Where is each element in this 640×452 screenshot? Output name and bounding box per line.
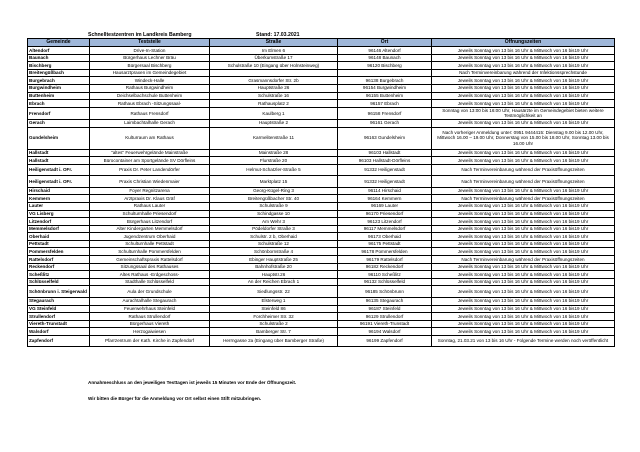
cell-strasse: Bahnhofstraße 20 xyxy=(210,263,338,271)
cell-ort: 96158 Frensdorf xyxy=(338,107,432,119)
cell-gemeinde: Breitengüßbach xyxy=(28,69,90,77)
cell-gemeinde: Frensdorf xyxy=(28,107,90,119)
cell-teststelle: Sitzungssaal des Rathauses xyxy=(90,263,210,271)
table-row xyxy=(28,240,615,248)
cell-strasse: Überkumstraße 17 xyxy=(210,54,338,62)
cell-gemeinde: Hirschaid xyxy=(28,187,90,195)
cell-gemeinde: Baunach xyxy=(28,54,90,62)
table-row xyxy=(28,176,615,188)
cell-oeffnungszeiten: Jeweils Sonntag von 13 bis 16 Uhr & Mittwoch von 16 bis19 Uhr xyxy=(432,210,615,218)
cell-strasse: Herrngasse 2a (Eingang über Bamberger Straße) xyxy=(210,335,338,347)
cell-teststelle: Alter Kindergarten Memmelsdorf xyxy=(90,225,210,233)
table-row xyxy=(28,210,615,218)
cell-ort: 96117 Memmelsdorf xyxy=(338,225,432,233)
cell-gemeinde: Schönbrunn i. Steigerwald xyxy=(28,286,90,298)
cell-ort: 91332 Heiligenstadt xyxy=(338,176,432,188)
table-row xyxy=(28,248,615,256)
cell-oeffnungszeiten: Jeweils Sonntag von 13 bis 16 Uhr & Mittwoch von 16 bis19 Uhr xyxy=(432,77,615,85)
cell-gemeinde: Memmelsdorf xyxy=(28,225,90,233)
cell-oeffnungszeiten: Jeweils Sonntag von 13 bis 16 Uhr & Mittwoch von 16 bis19 Uhr xyxy=(432,320,615,328)
table-row xyxy=(28,107,615,119)
cell-gemeinde: Pommersfelden xyxy=(28,248,90,256)
cell-ort: 96175 Pettstadt xyxy=(338,240,432,248)
note-closing-time: Annahmeschluss an den jeweiligen Testtagen ist jeweils 15 Minuten vor Ende der Öffnungszeit. xyxy=(88,380,297,385)
cell-ort: 96185 Schönbrunn xyxy=(338,286,432,298)
table-row xyxy=(28,271,615,279)
cell-ort: 96103 Hallstadt xyxy=(338,149,432,157)
table-row xyxy=(28,54,615,62)
table-row xyxy=(28,313,615,321)
cell-teststelle: Pfarrzentrum der Kath. Kirche in Zapfendorf xyxy=(90,335,210,347)
cell-gemeinde: Strullendorf xyxy=(28,313,90,321)
cell-teststelle: "altes" Feuerwehrgelände Mainstraße xyxy=(90,149,210,157)
cell-strasse: Mainstraße 28 xyxy=(210,149,338,157)
cell-strasse: Schulstraße 12 xyxy=(210,240,338,248)
cell-oeffnungszeiten: Jeweils Sonntag von 13 bis 16 Uhr & Mittwoch von 16 bis19 Uhr xyxy=(432,100,615,108)
cell-gemeinde: Gerach xyxy=(28,119,90,127)
cell-gemeinde: Lauter xyxy=(28,202,90,210)
cell-strasse: Pödeldorfer Straße 3 xyxy=(210,225,338,233)
cell-teststelle: Bürgerhaus Litzendorf xyxy=(90,218,210,226)
table-row xyxy=(28,286,615,298)
cell-ort: 96173 Oberhaid xyxy=(338,233,432,241)
cell-gemeinde: Bischberg xyxy=(28,62,90,70)
cell-oeffnungszeiten: Nach Terminvereinbarung während der Infektionssprechstunde xyxy=(432,69,615,77)
cell-strasse: Schönbornstraße 4 xyxy=(210,248,338,256)
table-row xyxy=(28,149,615,157)
table-row xyxy=(28,320,615,328)
cell-teststelle: Rathaus Ebrach -Sitzungssaal- xyxy=(90,100,210,108)
cell-ort: 91332 Heiligenstadt xyxy=(338,164,432,176)
cell-strasse: Ebinger Hauptstraße 25 xyxy=(210,256,338,264)
cell-strasse: Marktplatz 15 xyxy=(210,176,338,188)
table-row xyxy=(28,84,615,92)
cell-strasse: Bamberger Str. 7 xyxy=(210,328,338,336)
cell-teststelle: Bürocontainer am Sportgelände SV Dörfleins xyxy=(90,157,210,165)
table-row xyxy=(28,335,615,347)
table-row xyxy=(28,69,615,77)
cell-teststelle: Gemeinschaftspraxis Rattelsdorf xyxy=(90,256,210,264)
cell-teststelle: Bürgerhaus Viereth xyxy=(90,320,210,328)
cell-oeffnungszeiten: Jeweils Sonntag von 13 bis 16 Uhr & Mittwoch von 16 bis19 Uhr xyxy=(432,286,615,298)
cell-ort: 96191 Viereth-Trunstadt xyxy=(338,320,432,328)
table-row xyxy=(28,119,615,127)
table-row xyxy=(28,328,615,336)
cell-ort: 96138 Burgebrach xyxy=(338,77,432,85)
table-row xyxy=(28,263,615,271)
cell-gemeinde: Gundelsheim xyxy=(28,127,90,149)
cell-strasse: Kaulberg 1 xyxy=(210,107,338,119)
cell-strasse: Flurstraße 20 xyxy=(210,157,338,165)
cell-ort: 96199 Zapfendorf xyxy=(338,335,432,347)
cell-ort: 96123 Litzendorf xyxy=(338,218,432,226)
cell-ort: 96132 Schlüsselfeld xyxy=(338,278,432,286)
cell-oeffnungszeiten: Jeweils Sonntag von 13 bis 16 Uhr & Mittwoch von 16 bis19 Uhr xyxy=(432,54,615,62)
cell-strasse: Im Elmen 6 xyxy=(210,47,338,55)
table-row xyxy=(28,278,615,286)
cell-teststelle: Rathaus Frensdorf xyxy=(90,107,210,119)
cell-oeffnungszeiten: Sonntag von 13:00 bis 16:00 Uhr, Hausärzte im Gemeindegebiet bieten weitere Testmöglichkeit an xyxy=(432,107,615,119)
cell-strasse: An der Reichen Ebrach 1 xyxy=(210,278,338,286)
cell-oeffnungszeiten: Jeweils Sonntag von 13 bis 16 Uhr & Mittwoch von 16 bis19 Uhr xyxy=(432,149,615,157)
cell-strasse: Steinfeld 86 xyxy=(210,305,338,313)
cell-ort: 96179 Rattelsdorf xyxy=(338,256,432,264)
cell-strasse: Schindgasse 10 xyxy=(210,210,338,218)
cell-teststelle: Bürgersaal Bischberg xyxy=(90,62,210,70)
cell-gemeinde: VG Steinfeld xyxy=(28,305,90,313)
cell-ort: 96157 Ebrach xyxy=(338,100,432,108)
cell-teststelle: Foyer Regnitzarena xyxy=(90,187,210,195)
cell-strasse: Siedlungsstr. 22 xyxy=(210,286,338,298)
cell-gemeinde: Altendorf xyxy=(28,47,90,55)
cell-strasse: Grasmannsdorfer Str. 2b xyxy=(210,77,338,85)
document-title: Schnelltestzentren im Landkreis Bamberg xyxy=(88,32,192,38)
cell-gemeinde: Rattelsdorf xyxy=(28,256,90,264)
column-header-gemeinde: Gemeinde xyxy=(28,39,90,47)
cell-oeffnungszeiten: Jeweils Sonntag von 13 bis 16 Uhr & Mittwoch von 16 bis19 Uhr xyxy=(432,240,615,248)
cell-oeffnungszeiten: Nach Terminvereinbarung während der Praxisöffnungszeiten xyxy=(432,256,615,264)
cell-ort: 96120 Bischberg xyxy=(338,62,432,70)
cell-teststelle: Rathaus Lauter xyxy=(90,202,210,210)
cell-oeffnungszeiten: Jeweils Sonntag von 13 bis 16 Uhr & Mittwoch von 16 bis19 Uhr xyxy=(432,297,615,305)
column-header-strasse: Straße xyxy=(210,39,338,47)
cell-oeffnungszeiten: Jeweils Sonntag von 13 bis 16 Uhr & Mittwoch von 16 bis19 Uhr xyxy=(432,278,615,286)
cell-teststelle: Hausarztpraxen im Gemeindegebiet xyxy=(90,69,210,77)
table-row xyxy=(28,127,615,149)
cell-oeffnungszeiten: Jeweils Sonntag von 13 bis 16 Uhr & Mittwoch von 16 bis19 Uhr xyxy=(432,187,615,195)
cell-teststelle: Stadthalle Schlüsselfeld xyxy=(90,278,210,286)
cell-ort: 96110 Scheßlitz xyxy=(338,271,432,279)
cell-strasse: Hauptstraße 2 xyxy=(210,119,338,127)
cell-gemeinde: Oberhaid xyxy=(28,233,90,241)
cell-gemeinde: Ebrach xyxy=(28,100,90,108)
cell-oeffnungszeiten: Jeweils Sonntag von 13 bis 16 Uhr & Mittwoch von 16 bis19 Uhr xyxy=(432,92,615,100)
cell-oeffnungszeiten: Jeweils Sonntag von 13 bis 16 Uhr & Mittwoch von 16 bis19 Uhr xyxy=(432,84,615,92)
cell-teststelle: Rathaus Burgwindheim xyxy=(90,84,210,92)
cell-strasse: Georg-Kügel-Ring 3 xyxy=(210,187,338,195)
cell-teststelle: Bürgerhaus Lechner Bräu xyxy=(90,54,210,62)
cell-strasse: Schulstraße 2 xyxy=(210,320,338,328)
cell-teststelle: Schulturnhalle Pettstadt xyxy=(90,240,210,248)
cell-ort: 96178 Pommersfelden xyxy=(338,248,432,256)
cell-ort: 96194 Walsdorf xyxy=(338,328,432,336)
cell-teststelle: Laimbachtalhalle Gerach xyxy=(90,119,210,127)
cell-strasse: Schulstraße 16 xyxy=(210,92,338,100)
table-row xyxy=(28,92,615,100)
cell-oeffnungszeiten: Jeweils Sonntag von 13 bis 16 Uhr & Mittwoch von 16 bis19 Uhr xyxy=(432,119,615,127)
cell-ort: 96169 Lauter xyxy=(338,202,432,210)
cell-oeffnungszeiten: Sonntag, 21.03.21 von 13 bis 16 Uhr - Folgende Termine werden noch veröffentlicht xyxy=(432,335,615,347)
cell-oeffnungszeiten: Nach vorheriger Anmeldung unter: 0951 9444415: Dienstag 9.00 bis 12.00 Uhr, Mittwoch 16.00 – 19.00 Uhr, Donnerstag von 15.00 bis 18.00 Uhr, Sonntag 13.00 bis 16.00 Uhr xyxy=(432,127,615,149)
cell-ort: 96129 Strullendorf xyxy=(338,313,432,321)
cell-strasse: Hauptstraße 26 xyxy=(210,84,338,92)
cell-strasse: Karmelitenstraße 11 xyxy=(210,127,338,149)
cell-gemeinde: Zapfendorf xyxy=(28,335,90,347)
cell-gemeinde: Hallstadt xyxy=(28,149,90,157)
cell-oeffnungszeiten: Nach Terminvereinbarung während der Praxisöffnungszeiten xyxy=(432,195,615,203)
cell-ort: 96154 Burgwindheim xyxy=(338,84,432,92)
table-row xyxy=(28,157,615,165)
cell-gemeinde: Burgebrach xyxy=(28,77,90,85)
cell-teststelle: Deichselbachschule Buttenheim xyxy=(90,92,210,100)
cell-strasse: Hauptstr.26 xyxy=(210,271,338,279)
table-header-row xyxy=(28,39,615,47)
cell-oeffnungszeiten: Jeweils Sonntag von 13 bis 16 Uhr & Mittwoch von 16 bis19 Uhr xyxy=(432,225,615,233)
cell-strasse: Rathausplatz 2 xyxy=(210,100,338,108)
table-row xyxy=(28,297,615,305)
cell-teststelle: Windeck-Halle xyxy=(90,77,210,85)
cell-teststelle: Jugendzentrum Oberhaid xyxy=(90,233,210,241)
table-row xyxy=(28,187,615,195)
cell-ort: 96148 Baunach xyxy=(338,54,432,62)
cell-strasse: Helmut-Schatzler-Straße 5 xyxy=(210,164,338,176)
cell-ort: 96164 Kemmern xyxy=(338,195,432,203)
cell-teststelle: Aula der Grundschule xyxy=(90,286,210,298)
cell-gemeinde: Stegaurach xyxy=(28,297,90,305)
cell-oeffnungszeiten: Jeweils Sonntag von 13 bis 16 Uhr & Mittwoch von 16 bis19 Uhr xyxy=(432,202,615,210)
cell-gemeinde: VG Lisberg xyxy=(28,210,90,218)
cell-ort: 96163 Gundelsheim xyxy=(338,127,432,149)
cell-oeffnungszeiten: Jeweils Sonntag von 13 bis 16 Uhr & Mittwoch von 16 bis19 Uhr xyxy=(432,328,615,336)
cell-gemeinde: Heiligenstadt i. OFr. xyxy=(28,176,90,188)
table-row xyxy=(28,62,615,70)
cell-strasse: Schulstraße 10 (Eingang über Holnsteinweg) xyxy=(210,62,338,70)
cell-strasse: Schulstraße 9 xyxy=(210,202,338,210)
column-header-ort: Ort xyxy=(338,39,432,47)
table-row xyxy=(28,47,615,55)
document-date: Stand: 17.03.2021 xyxy=(256,32,300,38)
table-row xyxy=(28,195,615,203)
cell-teststelle: Rathaus Strullendorf xyxy=(90,313,210,321)
cell-gemeinde: Kemmern xyxy=(28,195,90,203)
cell-gemeinde: Buttenheim xyxy=(28,92,90,100)
cell-oeffnungszeiten: Jeweils Sonntag von 13 bis 16 Uhr & Mittwoch von 16 bis19 Uhr xyxy=(432,218,615,226)
cell-gemeinde: Burgwindheim xyxy=(28,84,90,92)
cell-teststelle: Kulturraum am Rathaus xyxy=(90,127,210,149)
cell-oeffnungszeiten: Nach Terminvereinbarung während der Praxisöffnungszeiten xyxy=(432,164,615,176)
cell-strasse xyxy=(210,69,338,77)
cell-oeffnungszeiten: Jeweils Sonntag von 13 bis 16 Uhr & Mittwoch von 16 bis19 Uhr xyxy=(432,271,615,279)
cell-oeffnungszeiten: Nach Terminvereinbarung während der Praxisöffnungszeiten xyxy=(432,176,615,188)
table-row xyxy=(28,256,615,264)
cell-teststelle: Altes Rathaus -Erdgeschoss- xyxy=(90,271,210,279)
table-row xyxy=(28,218,615,226)
cell-teststelle: Praxis Dr. Peter Landendörfer xyxy=(90,164,210,176)
cell-strasse: Breitengüßbacher Str. 40 xyxy=(210,195,338,203)
cell-oeffnungszeiten: Jeweils Sonntag von 13 bis 16 Uhr & Mittwoch von 16 bis19 Uhr xyxy=(432,47,615,55)
cell-oeffnungszeiten: Jeweils Sonntag von 13 bis 16 Uhr & Mittwoch von 16 bis19 Uhr xyxy=(432,157,615,165)
cell-oeffnungszeiten: Jeweils Sonntag von 13 bis 16 Uhr & Mittwoch von 16 bis19 Uhr xyxy=(432,263,615,271)
table-row xyxy=(28,100,615,108)
cell-ort: 96114 Hirschaid xyxy=(338,187,432,195)
table-row xyxy=(28,225,615,233)
cell-oeffnungszeiten: Jeweils Sonntag von 13 bis 16 Uhr & Mittwoch von 16 bis19 Uhr xyxy=(432,305,615,313)
table-row xyxy=(28,164,615,176)
cell-teststelle: Praxis Christian Wiedenmaier xyxy=(90,176,210,188)
table-row xyxy=(28,305,615,313)
cell-ort: 96103 Hallstadt-Dörfleins xyxy=(338,157,432,165)
table-row xyxy=(28,202,615,210)
cell-teststelle: Schulturnhalle Priesendorf xyxy=(90,210,210,218)
cell-gemeinde: Heiligenstadt i. OFr. xyxy=(28,164,90,176)
cell-gemeinde: Pettstadt xyxy=(28,240,90,248)
cell-ort: 96161 Gerach xyxy=(338,119,432,127)
test-centers-table xyxy=(27,38,615,347)
cell-teststelle: Schulturnhalle Pommersfelden xyxy=(90,248,210,256)
cell-gemeinde: Reckendorf xyxy=(28,263,90,271)
cell-ort: 96135 Stegaurach xyxy=(338,297,432,305)
cell-ort xyxy=(338,69,432,77)
cell-gemeinde: Hallstadt xyxy=(28,157,90,165)
cell-ort: 96146 Altendorf xyxy=(338,47,432,55)
cell-ort: 96155 Buttenheim xyxy=(338,92,432,100)
column-header-oeffnungszeiten: Öffnungszeiten xyxy=(432,39,615,47)
cell-gemeinde: Scheßlitz xyxy=(28,271,90,279)
cell-strasse: Am Wehr 3 xyxy=(210,218,338,226)
cell-ort: 96182 Reckendorf xyxy=(338,263,432,271)
column-header-teststelle: Teststelle xyxy=(90,39,210,47)
note-bring-pen: Wir bitten die Bürger für die Anmeldung vor Ort selbst einen Stift mitzubringen. xyxy=(88,396,262,401)
cell-oeffnungszeiten: Jeweils Sonntag von 13 bis 16 Uhr & Mittwoch von 16 bis19 Uhr xyxy=(432,313,615,321)
cell-teststelle: Aurachtalhalle Stegaurach xyxy=(90,297,210,305)
cell-oeffnungszeiten: Jeweils Sonntag von 13 bis 16 Uhr & Mittwoch von 16 bis19 Uhr xyxy=(432,248,615,256)
cell-oeffnungszeiten: Jeweils Sonntag von 13 bis 16 Uhr & Mittwoch von 16 bis19 Uhr xyxy=(432,233,615,241)
cell-strasse: Elsterweg 1 xyxy=(210,297,338,305)
cell-teststelle: Drive-In-Station xyxy=(90,47,210,55)
cell-strasse: Schulstr. 2 b, Oberhaid xyxy=(210,233,338,241)
cell-ort: 96170 Priesendorf xyxy=(338,210,432,218)
table-row xyxy=(28,233,615,241)
cell-teststelle: Herzogaiwiesen xyxy=(90,328,210,336)
cell-strasse: Forchheimer Str. 32 xyxy=(210,313,338,321)
cell-gemeinde: Walsdorf xyxy=(28,328,90,336)
cell-gemeinde: Viereth-Trunstadt xyxy=(28,320,90,328)
cell-oeffnungszeiten: Jeweils Sonntag von 13 bis 16 Uhr & Mittwoch von 16 bis19 Uhr xyxy=(432,62,615,70)
cell-ort: 96187 Steinfeld xyxy=(338,305,432,313)
cell-teststelle: Feuerwehrhaus Steinfeld xyxy=(90,305,210,313)
cell-gemeinde: Schlüsselfeld xyxy=(28,278,90,286)
cell-gemeinde: Litzendorf xyxy=(28,218,90,226)
table-row xyxy=(28,77,615,85)
cell-teststelle: Arztpraxis Dr. Klaus Gräf xyxy=(90,195,210,203)
